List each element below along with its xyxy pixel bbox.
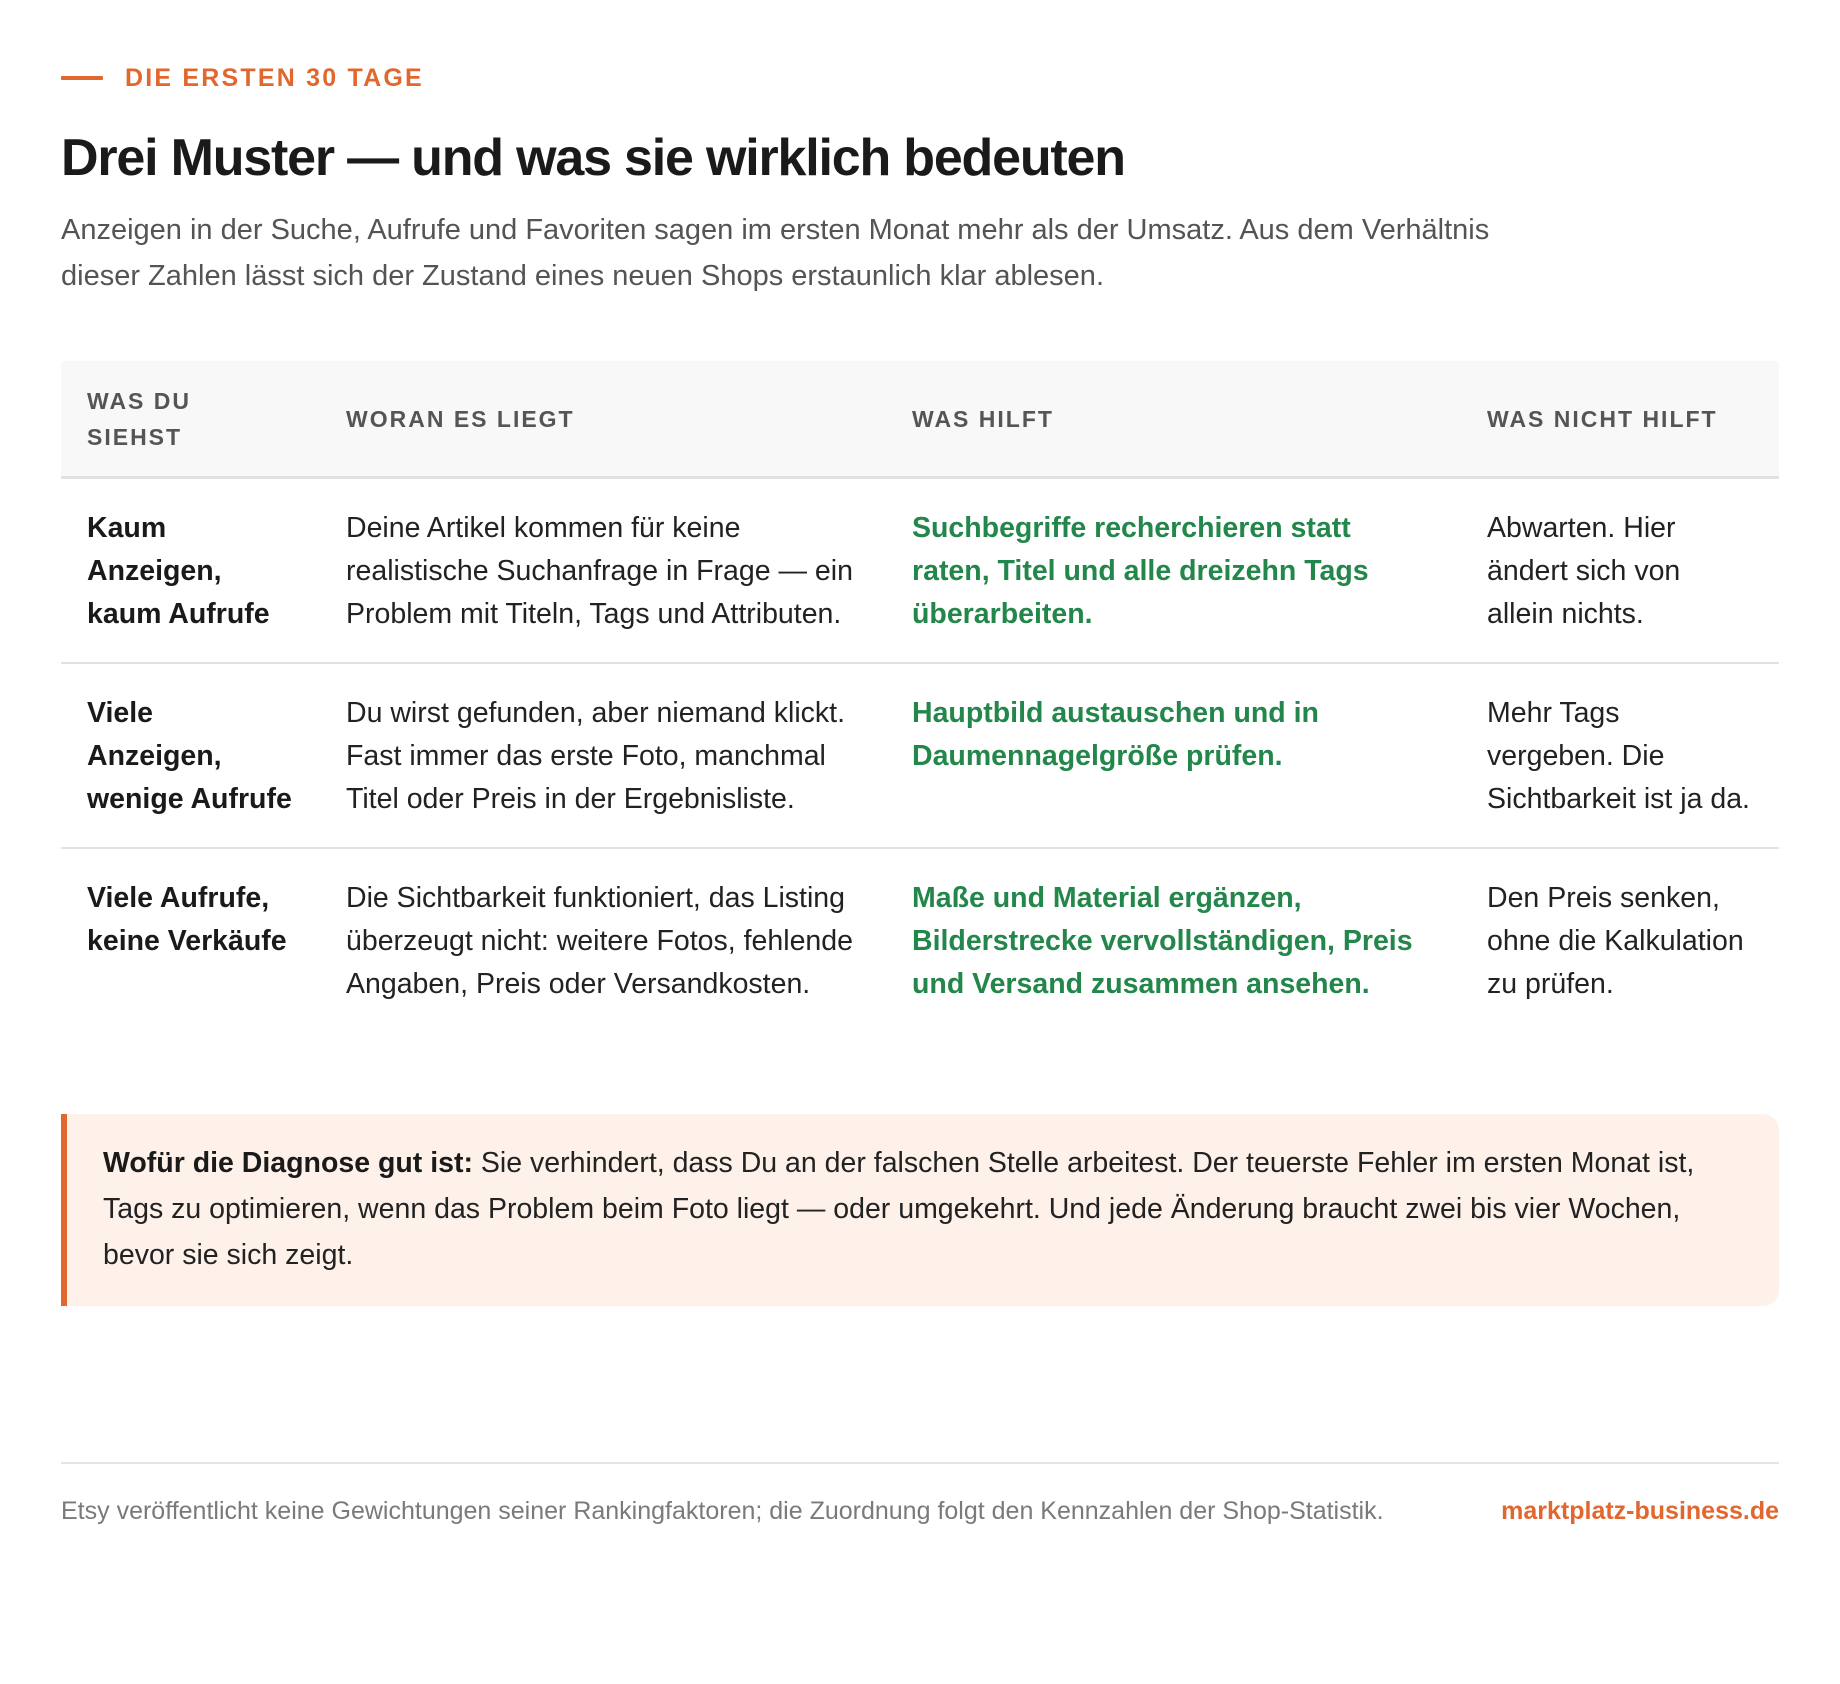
column-header-not-helps: WAS NICHT HILFT: [1461, 361, 1779, 478]
pattern-cell: Viele Anzeigen, wenige Aufrufe: [61, 663, 320, 848]
eyebrow-rule: [61, 76, 103, 80]
brand-link[interactable]: marktplatz-business.de: [1501, 1497, 1779, 1525]
page-title: Drei Muster — und was sie wirklich bedeuten: [61, 129, 1125, 187]
not-helps-cell: Abwarten. Hier ändert sich von allein nichts.: [1461, 478, 1779, 664]
helps-cell: Maße und Material ergänzen, Bilderstrecke vervollständigen, Preis und Versand zusammen ansehen.: [912, 882, 1413, 1000]
page-subtitle: Anzeigen in der Suche, Aufrufe und Favoriten sagen im ersten Monat mehr als der Umsatz. Aus dem Verhältnis dieser Zahlen lässt sich der Zustand eines neuen Shops erstaunlich klar ablesen.: [61, 214, 1490, 292]
cause-cell: Du wirst gefunden, aber niemand klickt. Fast immer das erste Foto, manchmal Titel oder Preis in der Ergebnisliste.: [320, 663, 886, 848]
footer: [61, 1462, 1779, 1531]
column-header-cause: WORAN ES LIEGT: [320, 361, 886, 478]
table-body: [61, 478, 1779, 1033]
footnote: Etsy veröffentlicht keine Gewichtungen seiner Rankingfaktoren; die Zuordnung folgt den Kennzahlen der Shop-Statistik.: [61, 1497, 1384, 1525]
not-helps-cell: Mehr Tags vergeben. Die Sichtbarkeit ist ja da.: [1461, 663, 1779, 848]
callout-lead: Wofür die Diagnose gut ist:: [103, 1147, 473, 1179]
cause-cell: Deine Artikel kommen für keine realistische Suchanfrage in Frage — ein Problem mit Titeln, Tags und Attributen.: [320, 478, 886, 664]
helps-cell: Hauptbild austauschen und in Daumennagelgröße prüfen.: [886, 663, 1461, 848]
table-header-row: [61, 361, 1779, 478]
table-row: [61, 478, 1779, 664]
column-header-pattern: WAS DU SIEHST: [61, 361, 320, 478]
not-helps-cell: Den Preis senken, ohne die Kalkulation zu prüfen.: [1487, 882, 1744, 1000]
helps-cell: Suchbegriffe recherchieren statt raten, Titel und alle dreizehn Tags überarbeiten.: [886, 478, 1461, 664]
table-header: [61, 361, 1779, 478]
eyebrow: [61, 61, 1779, 95]
callout-text: Sie verhindert, dass Du an der falschen Stelle arbeitest. Der teuerste Fehler im ersten Monat ist, Tags zu optimieren, wenn das Problem beim Foto liegt — oder umgekehrt. Und jede Änderung braucht zwei bis vier Wochen, bevor sie sich zeigt.: [103, 1147, 1695, 1271]
diagnosis-callout: [61, 1114, 1779, 1306]
column-header-helps: WAS HILFT: [886, 361, 1461, 478]
cause-cell: Die Sichtbarkeit funktioniert, das Listing überzeugt nicht: weitere Fotos, fehlende Angaben, Preis oder Versandkosten.: [346, 882, 853, 1000]
diagnosis-table: [61, 361, 1779, 1032]
pattern-cell: Viele Aufrufe, keine Verkäufe: [87, 882, 287, 957]
table-row: [61, 848, 1779, 1032]
pattern-cell: Kaum Anzeigen, kaum Aufrufe: [61, 478, 320, 664]
table-row: [61, 663, 1779, 848]
eyebrow-label: DIE ERSTEN 30 TAGE: [125, 63, 424, 92]
